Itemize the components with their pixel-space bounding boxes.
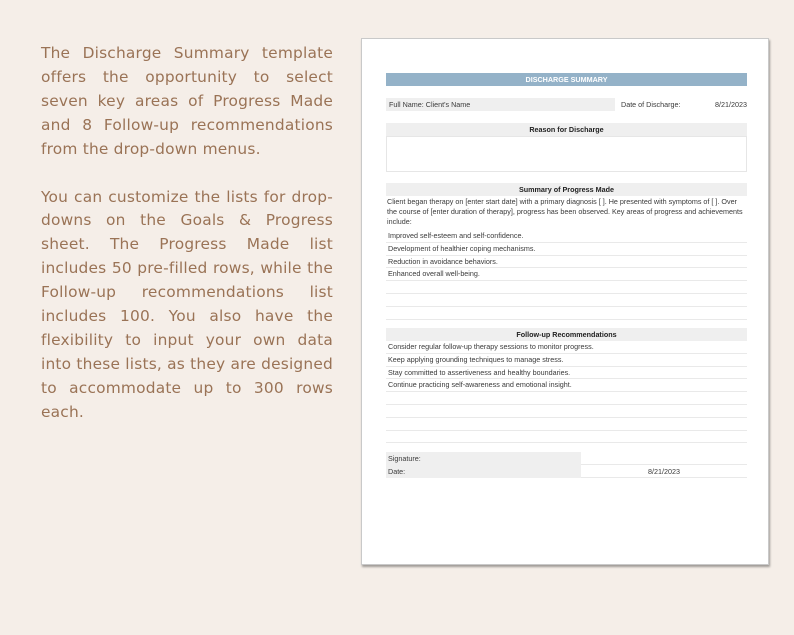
followup-item[interactable] [386,392,747,405]
progress-item[interactable] [386,281,747,294]
followup-item[interactable]: Consider regular follow-up therapy sessions to monitor progress. [386,341,747,354]
signature-block [386,452,747,478]
progress-item[interactable] [386,294,747,307]
progress-item[interactable]: Reduction in avoidance behaviors. [386,256,747,269]
followup-item[interactable]: Keep applying grounding techniques to manage stress. [386,354,747,367]
discharge-summary-sheet [361,38,769,565]
progress-list [386,230,747,320]
signature-row [386,452,747,465]
followup-item[interactable] [386,431,747,444]
date-row [386,465,747,478]
description-paragraph-2: You can customize the lists for drop-downs on the Goals & Progress sheet. The Progress Made list includes 50 pre-filled rows, while the Follow-up recommendations list includes 100. You also have the flexibility to input your own data into these lists, as they are designed to accommodate up to 300 rows each. [41,187,333,421]
followup-list [386,341,747,443]
progress-item[interactable] [386,307,747,320]
followup-item[interactable] [386,405,747,418]
progress-heading: Summary of Progress Made [386,183,747,196]
date-of-discharge-value[interactable]: 8/21/2023 [715,100,747,109]
progress-item[interactable]: Development of healthier coping mechanisms. [386,243,747,256]
date-of-discharge-label: Date of Discharge: [621,100,681,109]
full-name-label: Full Name: [389,100,424,109]
reason-input-box[interactable] [386,136,747,172]
full-name-field[interactable] [386,98,615,111]
reason-heading: Reason for Discharge [386,123,747,136]
followup-item[interactable]: Continue practicing self-awareness and emotional insight. [386,379,747,392]
followup-heading: Follow-up Recommendations [386,328,747,341]
progress-item[interactable]: Improved self-esteem and self-confidence. [386,230,747,243]
description-paragraph-1: The Discharge Summary template offers the opportunity to select seven key areas of Progress Made and 8 Follow-up recommendations from the drop-down menus. [41,44,333,158]
description-text [41,42,333,425]
followup-item[interactable]: Stay committed to assertiveness and healthy boundaries. [386,367,747,380]
progress-item[interactable]: Enhanced overall well-being. [386,268,747,281]
full-name-value: Client's Name [425,100,471,109]
name-date-row [386,98,747,111]
signature-label: Signature: [386,452,581,465]
signature-field[interactable] [581,452,747,465]
date-label: Date: [386,465,581,478]
followup-item[interactable] [386,418,747,431]
date-field[interactable]: 8/21/2023 [581,465,747,478]
document-title: DISCHARGE SUMMARY [386,73,747,86]
progress-intro-text: Client began therapy on [enter start date] with a primary diagnosis [ ]. He presented with symptoms of [ ]. Over the course of [enter duration of therapy], progress has been observed. Key areas of progress and achievements include: [387,197,743,226]
